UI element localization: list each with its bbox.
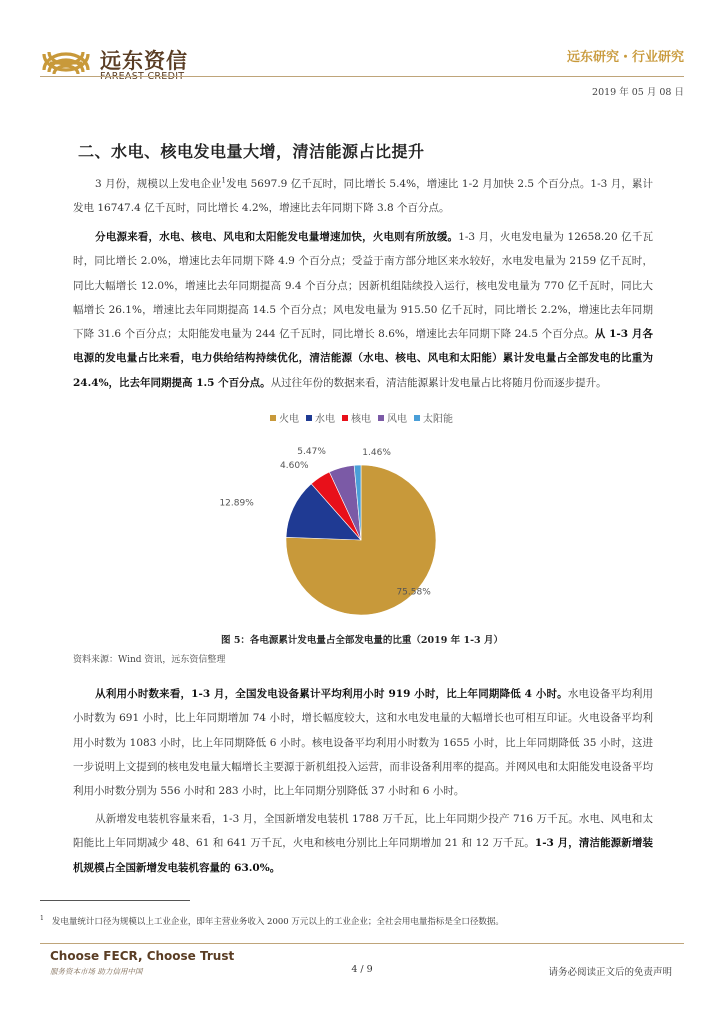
paragraph-generation-overview [73, 172, 653, 221]
legend-label: 火电 [279, 414, 299, 425]
slice-label: 75.58% [396, 587, 431, 598]
footnote-ref[interactable]: 1 [221, 176, 226, 185]
header-divider [40, 76, 684, 77]
p2-text-trend: 从过往年份的数据来看，清洁能源累计发电量占比将随月份而逐步提升。 [270, 376, 607, 389]
figure-caption: 图 5：各电源累计发电量占全部发电量的比重（2019 年 1-3 月） [221, 635, 503, 646]
p1-text-b: 发电 5697.9 亿千瓦时，同比增长 5.4%，增速比 1-2 月加快 2.5 个百分点。1-3 月，累计发电 16747.4 亿千瓦时，同比增长 4.2%，增速比去年同期下降 3.8 个百分点。 [73, 178, 653, 215]
page-number: 4 / 9 [351, 964, 373, 975]
pie-chart [219, 400, 540, 625]
section-title: 二、水电、核电发电量大增，清洁能源占比提升 [78, 142, 425, 161]
p3-text: 水电设备平均利用小时数为 691 小时，比上年同期增加 74 小时，增长幅度较大，这和水电发电量的大幅增长也可相互印证。火电设备平均利用小时数为 1083 小时，比上年同期降低 6 小时。核电设备平均利用小时数为 1655 小时，比上年同期降低 35 小时，这进一步说明上文提到的核电发电量大幅增长主要源于新机组投入运营，而非设备利用率的提高。并网风电和太阳能发电设备平均利用小时数分别为 556 小时和 283 小时，比上年同期分别降低 37 小时和 6 小时。 [73, 688, 653, 798]
p3-bold-lead: 从利用小时数来看，1-3 月，全国发电设备累计平均利用小时 919 小时，比上年同期降低 4 小时。 [95, 688, 568, 700]
legend-label: 核电 [351, 414, 371, 425]
report-series-title: 远东研究・行业研究 [566, 50, 684, 65]
paragraph-utilization-hours [73, 682, 653, 803]
footnote-text: 发电量统计口径为规模以上工业企业，即年主营业务收入 2000 万元以上的工业企业；全社会用电量指标是全口径数据。 [51, 917, 504, 927]
slice-label: 12.89% [219, 498, 254, 509]
p4-text: 从新增发电装机容量来看，1-3 月，全国新增发电装机 1788 万千瓦，比上年同期少投产 716 万千瓦。水电、风电和太阳能比上年同期减少 48、61 和 641 万千瓦，火电和核电分别比上年同期增加 21 和 12 万千瓦。 [73, 813, 653, 850]
slice-label: 5.47% [297, 446, 326, 457]
footnote-number: 1 [40, 915, 44, 923]
footnote [40, 915, 504, 927]
footer-subslogan: 服务资本市场 助力信用中国 [50, 967, 143, 976]
footer-divider [40, 943, 684, 944]
footer-slogan: Choose FECR, Choose Trust [50, 949, 235, 963]
fareast-logo-icon [40, 40, 92, 86]
disclaimer-note: 请务必阅读正文后的免责声明 [548, 967, 672, 978]
legend-label: 水电 [315, 414, 335, 425]
slice-label: 1.46% [362, 448, 391, 459]
paragraph-by-source [73, 225, 653, 395]
figure-source: 资料来源：Wind 资讯，远东资信整理 [73, 655, 226, 665]
footnote-divider [40, 900, 190, 901]
legend-label: 风电 [387, 414, 407, 425]
logo-chinese-name: 远东资信 [100, 49, 188, 73]
paragraph-new-capacity [73, 807, 653, 880]
p2-bold-lead: 分电源来看，水电、核电、风电和太阳能发电量增速加快，火电则有所放缓。 [95, 231, 459, 243]
p2-text-detail: 1-3 月，火电发电量为 12658.20 亿千瓦时，同比增长 2.0%，增速比去年同期下降 4.9 个百分点；受益于南方部分地区来水较好，水电发电量为 2159 亿千瓦时，同比大幅增长 12.0%，增速比去年同期提高 9.4 个百分点；因新机组陆续投入运行，核电发电量为 770 亿千瓦时，同比大幅增长 26.1%，增速比去年同期提高 14.5 个百分点；风电发电量为 915.50 亿千瓦时，同比增长 2.2%，增速比去年同期下降 31.6 个百分点；太阳能发电量为 244 亿千瓦时，同比增长 8.6%，增速比去年同期下降 24.5 个百分点。 [73, 231, 654, 341]
slice-label: 4.60% [280, 461, 309, 472]
page-header [0, 0, 724, 110]
p2-bold-conclusion: 从 1-3 月各电源的发电量占比来看，电力供给结构持续优化，清洁能源（水电、核电、风电和太阳能）累计发电量占全部发电的比重为 24.4%，比去年同期提高 1.5 个百分点。 [73, 328, 653, 389]
p1-text-a: 3 月份，规模以上发电企业 [95, 178, 222, 190]
legend-label: 太阳能 [423, 414, 453, 425]
report-date: 2019 年 05 月 08 日 [592, 87, 684, 98]
p4-bold-conclusion: 1-3 月，清洁能源新增装机规模占全国新增发电装机容量的 63.0%。 [73, 837, 653, 874]
